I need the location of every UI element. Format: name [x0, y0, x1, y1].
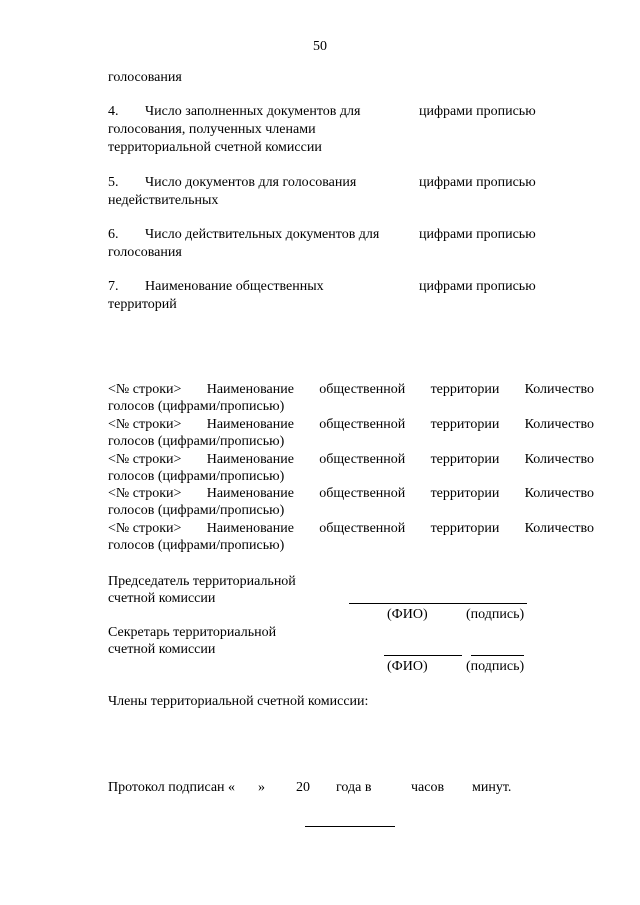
bottom-signature-line [305, 826, 395, 827]
members-label: Члены территориальной счетной комиссии: [108, 694, 369, 709]
secretary-sign-line [471, 655, 524, 656]
row-word: Количество [524, 452, 594, 467]
row-votes-label: голосов (цифрами/прописью) [108, 538, 285, 553]
chairman-title: Председатель территориальной [108, 574, 296, 589]
chairman-sign-label: (подпись) [466, 607, 525, 622]
row-votes-label: голосов (цифрами/прописью) [108, 399, 285, 414]
row-word: территории [430, 521, 500, 536]
territory-row [108, 381, 594, 415]
chairman-fio-label: (ФИО) [387, 607, 428, 622]
item-text: Число заполненных документов для [145, 104, 361, 119]
row-votes-label: голосов (цифрами/прописью) [108, 469, 285, 484]
protocol-year-word: года в [336, 780, 372, 795]
secretary-fio-label: (ФИО) [387, 659, 428, 674]
page-number: 50 [313, 39, 327, 54]
protocol-signed-label: Протокол подписан « [108, 780, 236, 795]
row-number-placeholder: <№ строки> [108, 417, 182, 432]
row-word: Наименование [206, 452, 294, 467]
secretary-title: Секретарь территориальной [108, 625, 277, 640]
item-units: цифрами прописью [419, 104, 536, 119]
row-number-placeholder: <№ строки> [108, 486, 182, 501]
row-word: Количество [524, 521, 594, 536]
item-units: цифрами прописью [419, 279, 536, 294]
territory-row [108, 416, 594, 450]
secretary-fio-line [384, 655, 462, 656]
row-word: Количество [524, 417, 594, 432]
row-word: Наименование [206, 382, 294, 397]
row-word: общественной [319, 486, 406, 501]
protocol-year-prefix: 20 [296, 780, 310, 795]
row-word: территории [430, 452, 500, 467]
top-continuation: голосования [108, 70, 182, 85]
row-word: общественной [319, 417, 406, 432]
row-word: общественной [319, 521, 406, 536]
row-word: Наименование [206, 521, 294, 536]
item-text-cont: территорий [108, 297, 177, 312]
row-word: территории [430, 417, 500, 432]
item-number: 6. [108, 227, 119, 242]
chairman-title-cont: счетной комиссии [108, 591, 216, 606]
row-votes-label: голосов (цифрами/прописью) [108, 434, 285, 449]
item-text-cont: голосования [108, 245, 182, 260]
item-text: Число действительных документов для [145, 227, 380, 242]
item-number: 7. [108, 279, 119, 294]
protocol-quote-close: » [258, 780, 265, 795]
row-word: общественной [319, 382, 406, 397]
territory-row [108, 485, 594, 519]
item-number: 4. [108, 104, 119, 119]
row-number-placeholder: <№ строки> [108, 452, 182, 467]
row-word: Количество [524, 486, 594, 501]
protocol-hours-word: часов [411, 780, 445, 795]
item-units: цифрами прописью [419, 175, 536, 190]
row-word: территории [430, 382, 500, 397]
row-number-placeholder: <№ строки> [108, 382, 182, 397]
item-units: цифрами прописью [419, 227, 536, 242]
row-number-placeholder: <№ строки> [108, 521, 182, 536]
item-text: Наименование общественных [145, 279, 324, 294]
secretary-title-cont: счетной комиссии [108, 642, 216, 657]
row-word: Количество [524, 382, 594, 397]
item-text-cont: недействительных [108, 193, 219, 208]
item-text-cont: территориальной счетной комиссии [108, 140, 322, 155]
protocol-minutes-word: минут. [472, 780, 512, 795]
row-word: Наименование [206, 417, 294, 432]
item-text-cont: голосования, полученных членами [108, 122, 316, 137]
chairman-signature-line [349, 603, 527, 604]
item-text: Число документов для голосования [145, 175, 357, 190]
territory-row [108, 520, 594, 554]
row-word: Наименование [206, 486, 294, 501]
item-number: 5. [108, 175, 119, 190]
row-word: территории [430, 486, 500, 501]
secretary-sign-label: (подпись) [466, 659, 525, 674]
territory-row [108, 451, 594, 485]
row-votes-label: голосов (цифрами/прописью) [108, 503, 285, 518]
row-word: общественной [319, 452, 406, 467]
